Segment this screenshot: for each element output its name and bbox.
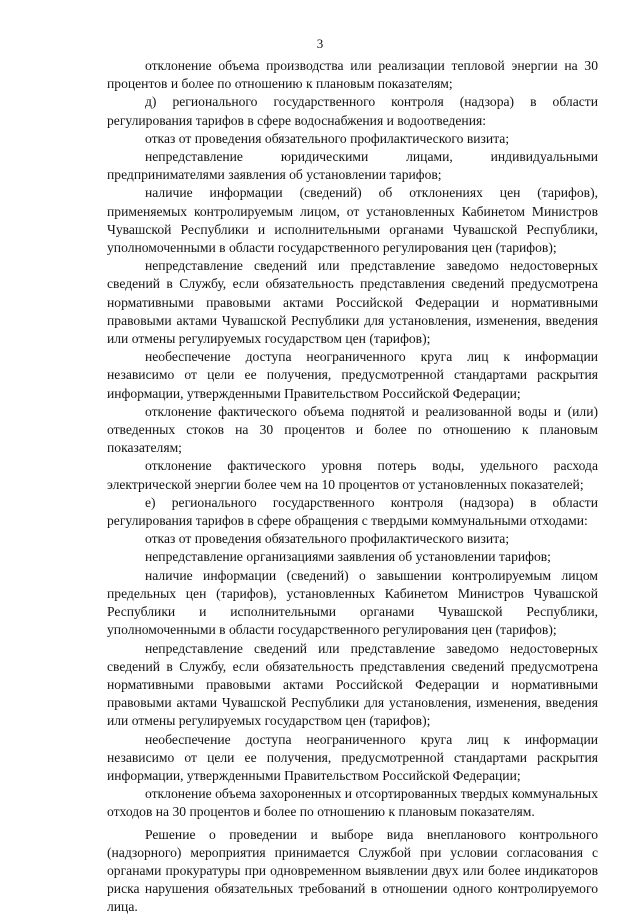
paragraph-section-e-heading: е) регионального государственного контроля (надзора) в области регулирования тарифов в сфере обращения с твердыми коммунальными отходами: [107, 494, 598, 529]
paragraph-false-info-e: непредставление сведений или представление заведомо недостоверных сведений в Службу, если обязательность представления сведений предусмотрена нормативными правовыми актами Российской Федерации и нормативными правовыми актами Чувашской Республики для установления, изменения, введения или отмены регулируемых государством цен (тарифов); [107, 640, 598, 729]
paragraph-no-tariff-application-e: непредставление организациями заявления об установлении тарифов; [145, 549, 551, 565]
paragraph-heat-energy-deviation: отклонение объема производства или реализации тепловой энергии на 30 процентов и более по отношению к плановым показателям; [107, 58, 598, 92]
paragraph-info-access-d: необеспечение доступа неограниченного круга лиц к информации независимо от цели ее получения, предусмотренной стандартами раскрытия информации, утвержденными Правительством Российской Федерации; [107, 349, 598, 401]
page-number: 3 [316, 36, 324, 51]
paragraph-section-d-heading: д) регионального государственного контроля (надзора) в области регулирования тарифов в сфере водоснабжения и водоотведения: [107, 94, 598, 128]
paragraph-false-info-d: непредставление сведений или представление заведомо недостоверных сведений в Службу, если обязательность представления сведений предусмотрена нормативными правовыми актами Российской Федерации и нормативными правовыми актами Чувашской Республики для установления, изменения, введения или отмены регулируемых государством цен (тарифов); [107, 258, 598, 347]
paragraph-waste-volume-deviation: отклонение объема захороненных и отсортированных твердых коммунальных отходов на 30 процентов и более по отношению к плановым показателям. [107, 786, 598, 820]
paragraph-water-loss-deviation: отклонение фактического уровня потерь воды, удельного расхода электрической энергии более чем на 10 процентов от установленных показателей; [107, 458, 598, 492]
paragraph-unscheduled-inspection-decision: Решение о проведении и выборе вида внепланового контрольного (надзорного) мероприятия принимается Службой при условии согласования с органами прокуратуры при одновременном выявлении двух или более индикаторов риска нарушения обязательных требований в отношении одного контролируемого лица. [107, 826, 598, 915]
paragraph-refusal-visit-e: отказ от проведения обязательного профилактического визита; [145, 531, 510, 547]
paragraph-price-deviation-d: наличие информации (сведений) об отклонениях цен (тарифов), применяемых контролируемым лицом, от установленных Кабинетом Министров Чувашской Республики и исполнительными органами Чувашской Республики, уполномоченными в области государственного регулирования цен (тарифов); [107, 185, 598, 256]
paragraph-water-volume-deviation: отклонение фактического объема поднятой и реализованной воды и (или) отведенных стоков на 30 процентов и более по отношению к плановым показателям; [107, 403, 598, 456]
paragraph-price-excess-e: наличие информации (сведений) о завышении контролируемым лицом предельных цен (тарифов), установленных Кабинетом Министров Чувашской Республики и исполнительными органами Чувашской Республики, уполномоченными в области государственного регулирования цен (тарифов); [107, 567, 598, 638]
paragraph-info-access-e: необеспечение доступа неограниченного круга лиц к информации независимо от цели ее получения, предусмотренной стандартами раскрытия информации, утвержденными Правительством Российской Федерации; [107, 731, 598, 783]
paragraph-refusal-visit-d: отказ от проведения обязательного профилактического визита; [145, 130, 510, 146]
paragraph-no-tariff-application-d: непредставление юридическими лицами, индивидуальными предпринимателями заявления об установлении тарифов; [107, 149, 598, 183]
document-body [107, 57, 598, 917]
